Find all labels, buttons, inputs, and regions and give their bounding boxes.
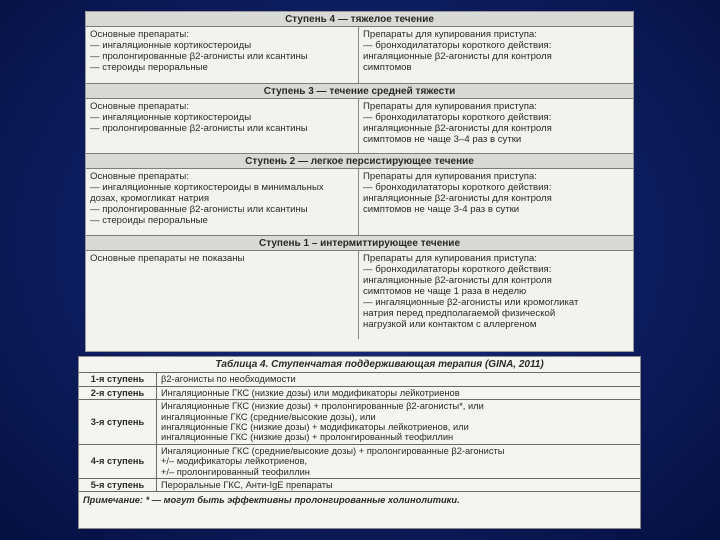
stage-3-block [86, 83, 633, 153]
stage-4-block [86, 12, 633, 83]
table-row [79, 387, 640, 400]
rescue-drugs-cell: Препараты для купирования приступа: — бронходилататоры короткого действия: ингаляционные β2-агонисты для контроля симптомов не чаще 3-4 раз в сутки [363, 171, 552, 215]
maintenance-drugs-cell: Основные препараты: — ингаляционные кортикостероиды — пролонгированные β2-агонисты или ксантины [86, 99, 359, 153]
asthma-stages-table [85, 11, 634, 352]
therapy-text: β2-агонисты по необходимости [161, 374, 296, 385]
stage-title: Ступень 4 — тяжелое течение [86, 12, 633, 27]
therapy-text: Ингаляционные ГКС (средние/высокие дозы) + пролонгированные β2-агонисты +/– модификаторы лейкотриенов, +/– пролонгированный теофиллин [161, 445, 505, 477]
stage-2-block [86, 153, 633, 235]
gina-therapy-table [78, 356, 641, 529]
therapy-text: Пероральные ГКС, Анти-IgE препараты [161, 480, 333, 491]
therapy-text: Ингаляционные ГКС (низкие дозы) или модификаторы лейкотриенов [161, 387, 460, 398]
table-row [79, 479, 640, 492]
rescue-drugs-cell: Препараты для купирования приступа: — бронходилататоры короткого действия: ингаляционные β2-агонисты для контроля симптомов не чаще 3–4 раз в сутки [363, 101, 552, 145]
stage-1-block [86, 235, 633, 339]
maintenance-drugs-cell: Основные препараты: — ингаляционные кортикостероиды в минимальных дозах, кромогликат натрия — пролонгированные β2-агонисты или ксантины — стероиды пероральные [86, 169, 359, 235]
maintenance-drugs-cell: Основные препараты: — ингаляционные кортикостероиды — пролонгированные β2-агонисты или ксантины — стероиды пероральные [86, 27, 359, 83]
table-note: Примечание: * — могут быть эффективны пролонгированные холинолитики. [83, 495, 460, 506]
step-label: 1-я ступень [79, 373, 157, 385]
table-row [79, 445, 640, 479]
table-row [79, 373, 640, 386]
stage-title: Ступень 2 — легкое персистирующее течение [86, 153, 633, 169]
table-row [79, 400, 640, 445]
step-label: 3-я ступень [79, 400, 157, 444]
step-label: 2-я ступень [79, 387, 157, 399]
step-label: 5-я ступень [79, 479, 157, 491]
stage-title: Ступень 1 – интермиттирующее течение [86, 235, 633, 251]
rescue-drugs-cell: Препараты для купирования приступа: — бронходилататоры короткого действия: ингаляционные β2-агонисты для контроля симптомов [363, 29, 552, 73]
maintenance-drugs-cell: Основные препараты не показаны [86, 251, 359, 339]
step-label: 4-я ступень [79, 445, 157, 478]
therapy-text: Ингаляционные ГКС (низкие дозы) + пролонгированные β2-агонисты*, или ингаляционные ГКС (средние/высокие дозы), или ингаляционные ГКС (низкие дозы) + модификаторы лейкотриенов, или ингаляционные ГКС (низкие дозы) + пролонгированный теофиллин [161, 401, 484, 443]
rescue-drugs-cell: Препараты для купирования приступа: — бронходилататоры короткого действия: ингаляционные β2-агонисты для контроля симптомов не чаще 1 раза в неделю — ингаляционные β2-агонисты или кромогликат натрия перед предполагаемой физической нагрузкой или контактом с аллергеном [363, 253, 579, 330]
stage-title: Ступень 3 — течение средней тяжести [86, 83, 633, 99]
table-title: Таблица 4. Ступенчатая поддерживающая терапия (GINA, 2011) [79, 357, 640, 373]
